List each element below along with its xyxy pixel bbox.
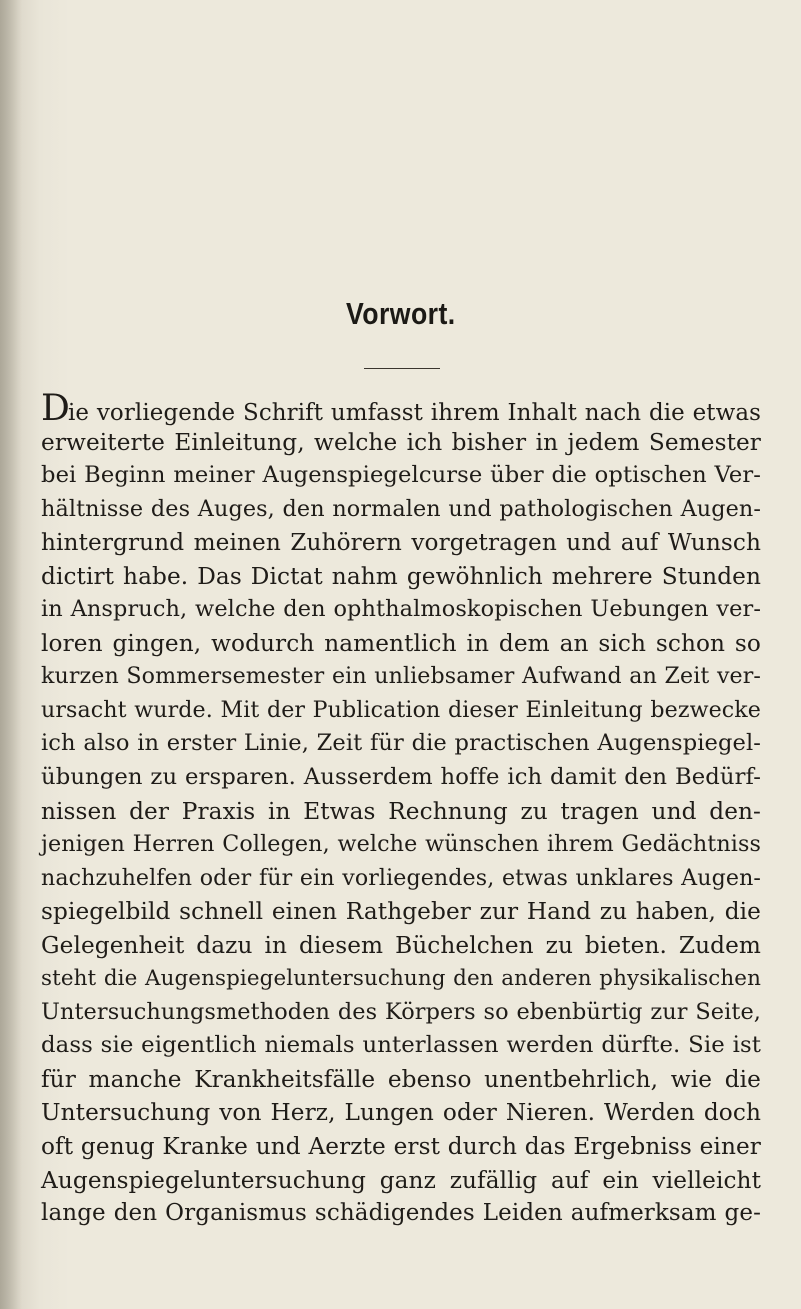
text-line: übungen zu ersparen. Ausserdem hoffe ich damit den Bedürf- <box>41 764 761 791</box>
text-line-content: ie vorliegende Schrift umfasst ihrem Inhalt nach die etwas <box>67 400 761 426</box>
text-line: hältnisse des Auges, den normalen und pathologischen Augen- <box>41 495 761 522</box>
text-line: kurzen Sommersemester ein unliebsamer Aufwand an Zeit ver- <box>41 663 761 690</box>
text-line: erweiterte Einleitung, welche ich bisher in jedem Semester <box>41 428 761 456</box>
text-line: steht die Augenspiegeluntersuchung den anderen physikalischen <box>41 966 761 992</box>
text-line: Untersuchungsmethoden des Körpers so ebenbürtig zur Seite, <box>41 998 761 1025</box>
preface-paragraph <box>41 388 761 1231</box>
text-line: lange den Organismus schädigendes Leiden aufmerksam ge- <box>41 1200 761 1227</box>
text-line: nachzuhelfen oder für ein vorliegendes, etwas unklares Augen- <box>41 864 761 891</box>
page-gutter-shadow <box>0 0 22 1309</box>
text-line: Untersuchung von Herz, Lungen oder Nieren. Werden doch <box>41 1099 761 1127</box>
text-line: dictirt habe. Das Dictat nahm gewöhnlich mehrere Stunden <box>41 562 761 590</box>
text-line: dass sie eigentlich niemals unterlassen werden dürfte. Sie ist <box>41 1032 761 1059</box>
text-line: nissen der Praxis in Etwas Rechnung zu tragen und den- <box>41 797 761 825</box>
text-line: oft genug Kranke und Aerzte erst durch das Ergebniss einer <box>41 1133 761 1161</box>
text-line: jenigen Herren Collegen, welche wünschen ihrem Gedächtniss <box>41 831 761 858</box>
text-line: ursacht wurde. Mit der Publication dieser Einleitung bezwecke <box>41 696 761 723</box>
text-line: für manche Krankheitsfälle ebenso unentbehrlich, wie die <box>41 1065 761 1093</box>
text-line: Augenspiegeluntersuchung ganz zufällig auf ein vielleicht <box>41 1166 761 1194</box>
text-line: Gelegenheit dazu in diesem Büchelchen zu bieten. Zudem <box>41 931 761 959</box>
page-title: Vorwort. <box>346 296 456 331</box>
text-line: loren gingen, wodurch namentlich in dem an sich schon so <box>41 629 761 657</box>
drop-cap: D <box>41 388 70 429</box>
text-line <box>41 388 761 429</box>
title-divider <box>364 368 440 369</box>
text-line: in Anspruch, welche den ophthalmoskopischen Uebungen ver- <box>41 596 761 623</box>
text-line: hintergrund meinen Zuhörern vorgetragen und auf Wunsch <box>41 529 761 557</box>
text-line: spiegelbild schnell einen Rathgeber zur Hand zu haben, die <box>41 898 761 926</box>
text-line: ich also in erster Linie, Zeit für die practischen Augenspiegel- <box>41 730 761 757</box>
text-line: bei Beginn meiner Augenspiegelcurse über die optischen Ver- <box>41 462 761 489</box>
